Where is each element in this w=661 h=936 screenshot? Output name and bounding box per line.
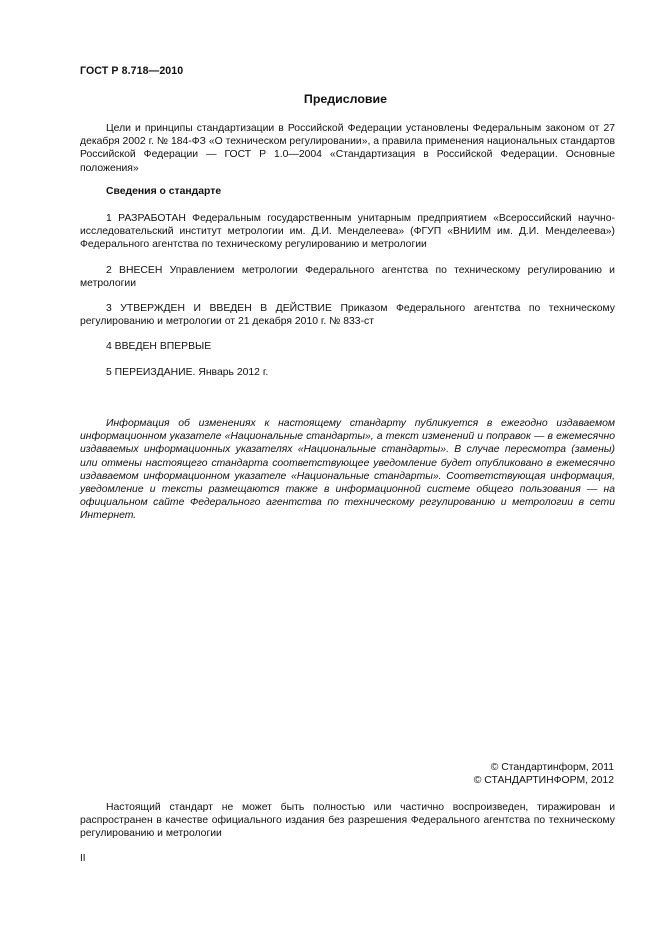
amendments-notice: Информация об изменениях к настоящему стандарту публикуется в ежегодно издаваемом информационном указателе «Национальные стандарты», а текст изменений и поправок — в ежемесячно издаваемых информационных указателях «Национальные стандарты». В случае пересмотра (замены) или отмены настоящего стандарта соответствующее уведомление будет опубликовано в ежемесячно издаваемом информационном указателе «Национальные стандарты». Соответствующая информация, уведомление и тексты размещаются также в информационной системе общего пользования — на официальном сайте Федерального агентства по техническому регулированию и метрологии в сети Интернет. — [80, 418, 615, 522]
info-item-5-block — [80, 366, 615, 379]
info-item: 2 ВНЕСЕН Управлением метрологии Федерального агентства по техническому регулированию и метрологии — [80, 265, 615, 290]
info-item: 5 ПЕРЕИЗДАНИЕ. Январь 2012 г. — [106, 367, 269, 378]
amendments-notice-section — [80, 417, 615, 523]
page-title: Предисловие — [303, 92, 388, 106]
info-item-3-block — [80, 302, 615, 328]
copyright-line: © СТАНДАРТИНФОРМ, 2012 — [473, 775, 614, 787]
info-item: 1 РАЗРАБОТАН Федеральным государственным унитарным предприятием «Всероссийский научно-исследовательский институт метрологии им. Д.И. Менделеева» (ФГУП «ВНИИМ им. Д.И. Менделеева») Федерального агентства по техническому регулированию и метрологии — [80, 213, 615, 251]
intro-section — [80, 122, 615, 175]
copyright-block — [474, 761, 614, 787]
document-code-header: ГОСТ Р 8.718—2010 — [80, 65, 184, 77]
standard-info-heading: Сведения о стандарте — [106, 186, 222, 197]
info-item-4-block — [80, 340, 615, 353]
page-number: II — [80, 853, 86, 864]
info-item: 4 ВВЕДЕН ВПЕРВЫЕ — [106, 341, 212, 352]
intro-paragraph: Цели и принципы стандартизации в Российской Федерации установлены Федеральным законом от 27 декабря 2002 г. № 184-ФЗ «О техническом регулировании», а правила применения национальных стандартов Российской Федерации — ГОСТ Р 1.0—2004 «Стандартизация в Российской Федерации. Основные положения» — [80, 123, 615, 174]
info-item-1-block — [80, 212, 615, 252]
rights-notice-section — [80, 801, 615, 841]
rights-notice: Настоящий стандарт не может быть полностью или частично воспроизведен, тиражирован и распространен в качестве официального издания без разрешения Федерального агентства по техническому регулированию и метрологии — [80, 802, 615, 840]
copyright-line: © Стандартинформ, 2011 — [490, 762, 614, 773]
info-item-2-block — [80, 264, 615, 290]
standard-info-heading-block — [80, 185, 615, 198]
info-item: 3 УТВЕРЖДЕН И ВВЕДЕН В ДЕЙСТВИЕ Приказом Федерального агентства по техническому регулированию и метрологии от 21 декабря 2010 г. № 833-ст — [80, 303, 615, 328]
